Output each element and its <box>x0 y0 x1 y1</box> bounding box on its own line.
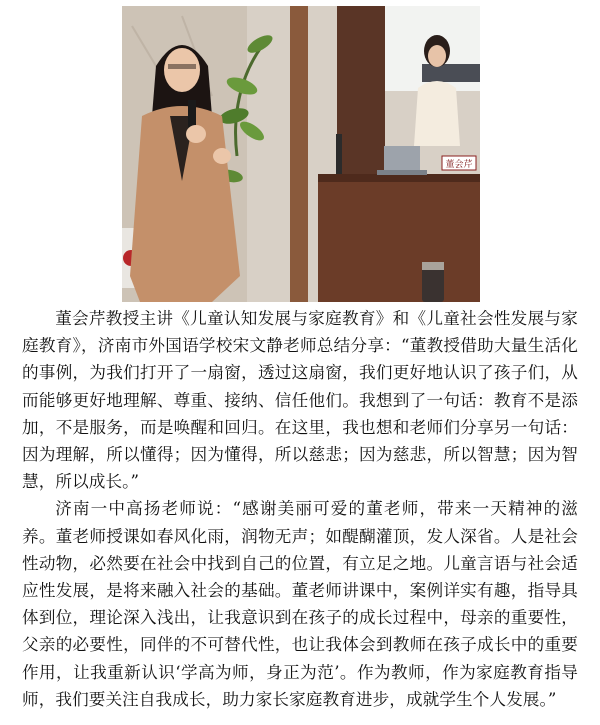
lecture-photo <box>122 6 480 302</box>
laptop <box>384 146 420 172</box>
podium-mic <box>336 134 342 174</box>
nameplate-label: 董会芹 <box>445 160 473 170</box>
screen-frame <box>422 64 480 82</box>
article-body <box>22 305 578 713</box>
paragraph-2: 济南一中高扬老师说：“感谢美丽可爱的董老师，带来一天精神的滋养。董老师授课如春风化雨，润物无声；如醍醐灌顶，发人深省。人是社会性动物，必然要在社会中找到自己的位置，有立足之地。儿童言语与社会适应性发展，是将来融入社会的基础。董老师讲课中，案例详实有趣，指导具体到位，理论深入浅出，让我意识到在孩子的成长过程中，母亲的重要性，父亲的必要性，同伴的不可替代性，也让我体会到教师在孩子成长中的重要作用，让我重新认识‘学高为师，身正为范’。作为教师，作为家庭教育指导师，我们要关注自我成长，助力家长家庭教育进步，成就学生个人发展。” <box>22 499 578 709</box>
paragraph-1: 董会芹教授主讲《儿童认知发展与家庭教育》和《儿童社会性发展与家庭教育》，济南市外国语学校宋文静老师总结分享：“董教授借助大量生活化的事例，为我们打开了一扇窗，透过这扇窗，我们更好地认识了孩子们，从而能够更好地理解、尊重、接纳、信任他们。我想到了一句话：教育不是添加，不是服务，而是唤醒和回归。在这里，我也想和老师们分享另一句话：因为理解，所以懂得；因为懂得，所以慈悲；因为慈悲，所以智慧；因为智慧，所以成长。” <box>22 309 578 492</box>
podium <box>318 174 480 302</box>
wood-pillar <box>290 6 308 302</box>
lecture-photo-illustration <box>122 6 480 302</box>
